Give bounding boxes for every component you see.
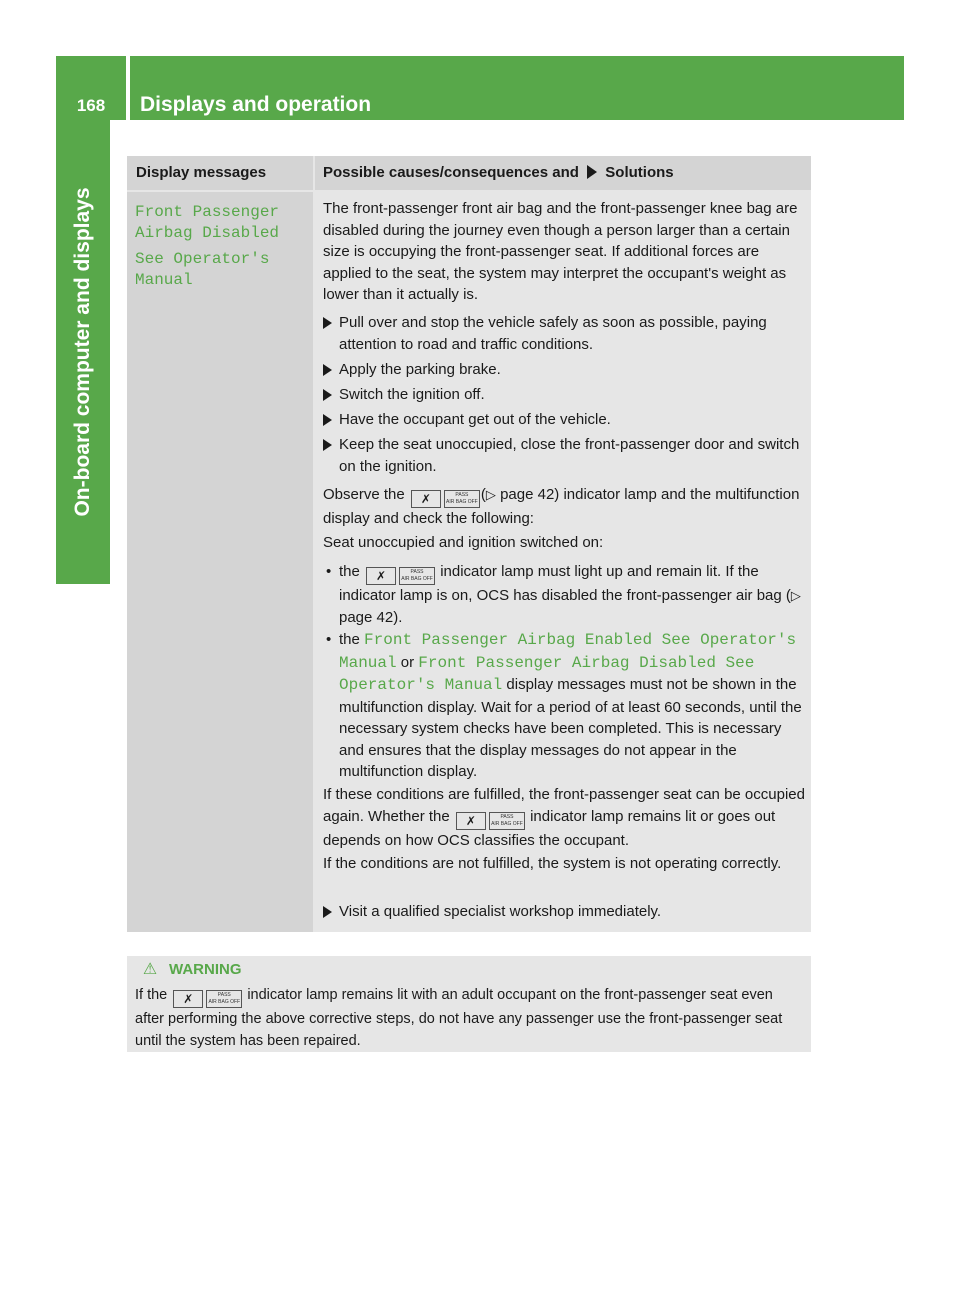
intro-paragraph: The front-passenger front air bag and the front-passenger knee bag are disabled during the journey even though a person larger than a certain size is occupying the front-passenger seat. If additional forces are applied to the seat, the system may interpret the occupant's weight as lower than it actually is. bbox=[323, 200, 798, 303]
airbag-off-icon bbox=[489, 812, 525, 830]
warning-box bbox=[127, 956, 811, 1052]
airbag-off-icon bbox=[444, 490, 480, 508]
step-text: Have the occupant get out of the vehicle. bbox=[339, 411, 611, 428]
condition-item bbox=[323, 561, 809, 628]
airbag-icon-line2: AIR BAG OFF bbox=[446, 499, 478, 505]
airbag-icon-line1: PASS bbox=[500, 813, 514, 820]
step-arrow-icon bbox=[323, 439, 332, 451]
observe-text-a: Observe the bbox=[323, 486, 405, 503]
header-divider bbox=[126, 56, 130, 120]
condition-text-a: the bbox=[339, 631, 360, 648]
step-item bbox=[323, 901, 809, 923]
step-item bbox=[323, 312, 809, 355]
header-causes-solutions bbox=[315, 156, 811, 190]
warning-text-b: indicator lamp remains lit with an adult occupant on the front-passenger seat even after performing the above corrective steps, do not have any passenger use the front-passenger seat until the system has been repaired. bbox=[135, 987, 783, 1049]
seat-occupant-icon: ✗ bbox=[411, 490, 441, 508]
display-message-cell bbox=[127, 192, 313, 932]
seat-occupant-icon: ✗ bbox=[173, 990, 203, 1008]
step-item bbox=[323, 359, 809, 381]
side-label: On-board computer and displays bbox=[71, 187, 94, 517]
step-arrow-icon bbox=[323, 364, 332, 376]
step-text: Visit a qualified specialist workshop immediately. bbox=[339, 903, 662, 920]
not-fulfilled-paragraph: If the conditions are not fulfilled, the system is not operating correctly. bbox=[323, 855, 782, 872]
step-arrow-icon bbox=[323, 389, 332, 401]
section-title: Displays and operation bbox=[140, 93, 372, 116]
header-display-messages: Display messages bbox=[127, 156, 313, 190]
warning-text-a: If the bbox=[135, 987, 168, 1003]
step-arrow-icon bbox=[323, 906, 332, 918]
step-text: Pull over and stop the vehicle safely as soon as possible, paying attention to road and traffic conditions. bbox=[339, 314, 767, 353]
airbag-icon-line2: AIR BAG OFF bbox=[208, 999, 241, 1005]
seat-condition: Seat unoccupied and ignition switched on: bbox=[323, 534, 604, 551]
display-message-inline: Front Passenger Airbag Disabled See Operator's Manual bbox=[339, 653, 755, 694]
bullet-dot: • bbox=[326, 563, 332, 580]
step-text: Keep the seat unoccupied, close the front-passenger door and switch on the ignition. bbox=[339, 436, 800, 475]
airbag-icon-line2: AIR BAG OFF bbox=[491, 820, 523, 827]
airbag-icon-line1: PASS bbox=[410, 569, 424, 575]
observe-paragraph: Observe the ✗ PASS AIR BAG OFF (▷ page 42) indicator lamp and the multifunction display and check the following: bbox=[323, 486, 800, 527]
condition-item bbox=[323, 629, 809, 783]
fulfilled-text-b: indicator lamp remains lit or goes out depends on how OCS classifies the occupant. bbox=[323, 807, 776, 849]
page-number: 168 bbox=[76, 96, 106, 115]
fulfilled-paragraph bbox=[323, 784, 807, 851]
step-text: Apply the parking brake. bbox=[339, 361, 501, 378]
airbag-off-icon bbox=[206, 990, 242, 1008]
step-arrow-icon bbox=[323, 317, 332, 329]
solutions-cell bbox=[315, 192, 811, 932]
seat-occupant-icon: ✗ bbox=[366, 567, 396, 585]
condition-or: or bbox=[400, 653, 415, 671]
messages-table bbox=[127, 156, 811, 932]
seat-occupant-icon: ✗ bbox=[456, 812, 486, 830]
bullet-dot: • bbox=[326, 631, 332, 648]
airbag-icon-line2: AIR BAG OFF bbox=[401, 576, 433, 582]
condition-text-b: display messages must not be shown in the multifunction display. Wait for a period of at least 60 seconds, until the necessary system checks have been completed. This is necessary and ensures that the display messages do not appear in the multifunction display. bbox=[339, 676, 802, 780]
step-arrow-icon bbox=[323, 414, 332, 426]
display-message-inline: Front Passenger Airbag Enabled See Operator's Manual bbox=[339, 631, 797, 672]
page-ref-icon: ▷ bbox=[790, 588, 801, 603]
airbag-off-icon bbox=[399, 567, 435, 585]
condition-text-a: the bbox=[339, 563, 360, 580]
display-message-1: Front Passenger Airbag Disabled bbox=[135, 203, 280, 242]
warning-text bbox=[135, 984, 805, 1052]
step-item bbox=[323, 409, 809, 431]
observe-text-b: page 42) indicator lamp and the multifunction display and check the following: bbox=[323, 486, 800, 527]
airbag-icon-line1: PASS bbox=[217, 992, 231, 998]
condition-text-c: page 42). bbox=[339, 608, 403, 626]
step-text: Switch the ignition off. bbox=[339, 386, 485, 403]
condition-text-b: indicator lamp must light up and remain lit. If the indicator lamp is on, OCS has disabled the front-passenger air bag ( bbox=[339, 563, 791, 604]
fulfilled-text-a: If these conditions are fulfilled, the front-passenger seat can be occupied again. Whether the bbox=[323, 786, 805, 825]
warning-triangle-icon: ⚠ bbox=[142, 961, 158, 978]
page-ref-icon: ▷ bbox=[485, 487, 496, 502]
step-item bbox=[323, 434, 809, 477]
header-causes-text: Possible causes/consequences and bbox=[323, 164, 579, 181]
warning-title: WARNING bbox=[169, 961, 242, 978]
header-solutions-text: Solutions bbox=[605, 164, 674, 181]
step-item bbox=[323, 384, 809, 406]
airbag-icon-line1: PASS bbox=[455, 492, 469, 498]
display-message-2: See Operator's Manual bbox=[135, 250, 270, 289]
arrow-icon bbox=[587, 165, 597, 179]
